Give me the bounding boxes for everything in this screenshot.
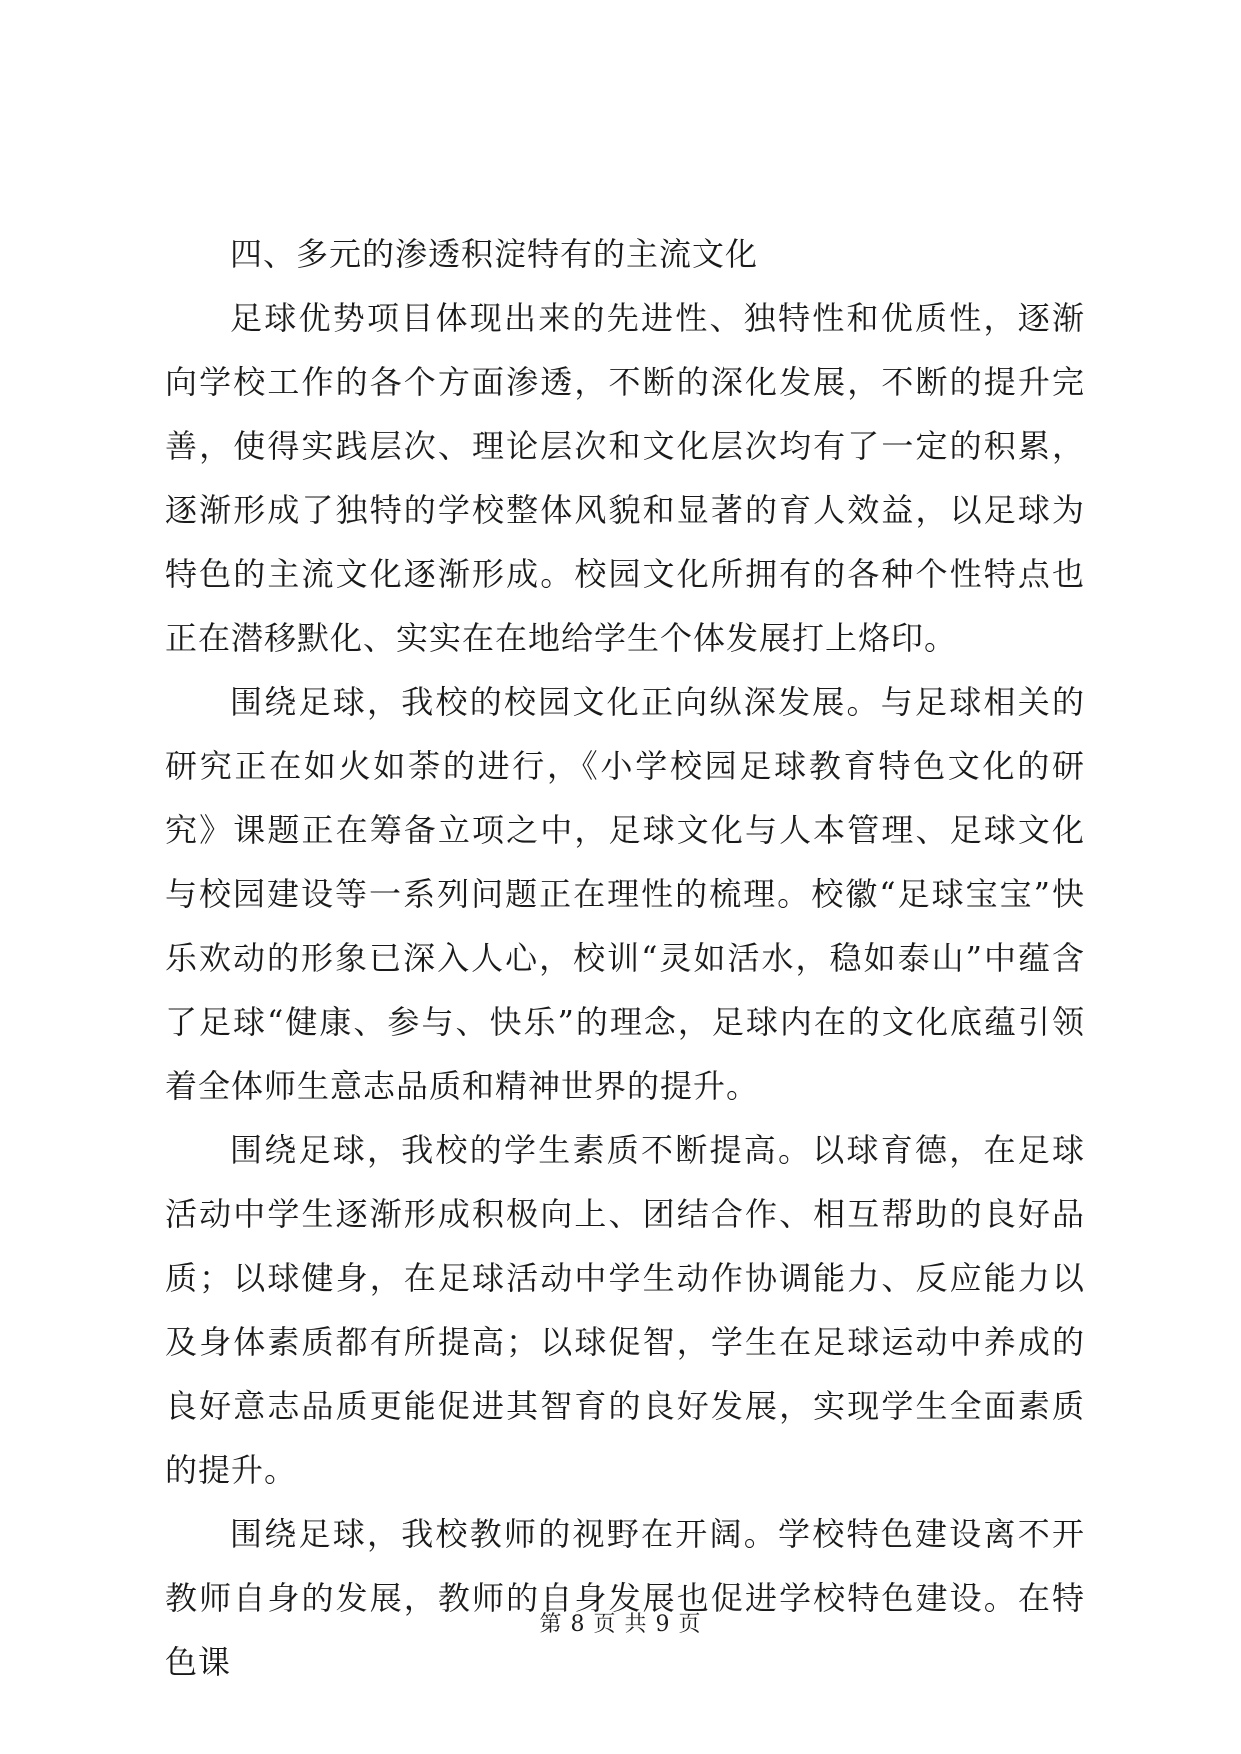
section-heading: 四、多元的渗透积淀特有的主流文化 — [230, 235, 759, 273]
paragraph-3: 围绕足球，我校的学生素质不断提高。以球育德，在足球活动中学生逐渐形成积极向上、团结合作、相互帮助的良好品质；以球健身，在足球活动中学生动作协调能力、反应能力以及身体素质都有所提高；以球促智，学生在足球运动中养成的良好意志品质更能促进其智育的良好发展，实现学生全面素质的提升。 — [165, 1131, 1085, 1489]
paragraph-4: 围绕足球，我校教师的视野在开阔。学校特色建设离不开教师自身的发展，教师的自身发展也促进学校特色建设。在特色课 — [165, 1515, 1085, 1681]
document-body — [165, 222, 1085, 1694]
page-footer: 第 8 页 共 9 页 — [539, 1612, 702, 1637]
paragraph-1: 足球优势项目体现出来的先进性、独特性和优质性，逐渐向学校工作的各个方面渗透，不断的深化发展，不断的提升完善，使得实践层次、理论层次和文化层次均有了一定的积累，逐渐形成了独特的学校整体风貌和显著的育人效益，以足球为特色的主流文化逐渐形成。校园文化所拥有的各种个性特点也正在潜移默化、实实在在地给学生个体发展打上烙印。 — [165, 299, 1085, 657]
paragraph-2: 围绕足球，我校的校园文化正向纵深发展。与足球相关的研究正在如火如荼的进行，《小学校园足球教育特色文化的研究》课题正在筹备立项之中，足球文化与人本管理、足球文化与校园建设等一系列问题正在理性的梳理。校徽“足球宝宝”快乐欢动的形象已深入人心，校训“灵如活水，稳如泰山”中蕴含了足球“健康、参与、快乐”的理念，足球内在的文化底蕴引领着全体师生意志品质和精神世界的提升。 — [165, 683, 1085, 1105]
